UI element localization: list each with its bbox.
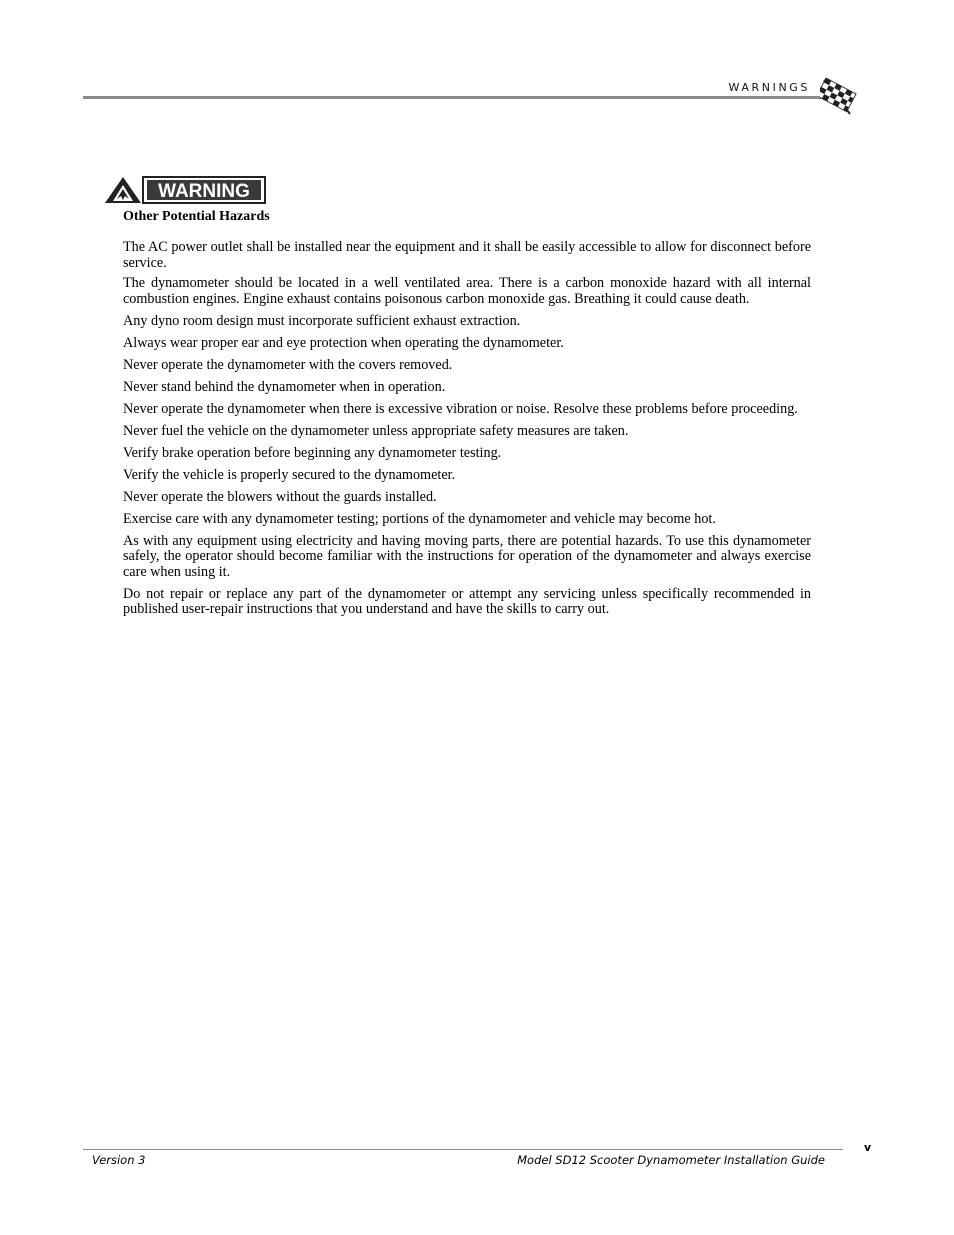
- hazard-paragraph: Do not repair or replace any part of the dynamometer or attempt any servicing unless specifically recommended in published user-repair instructions that you understand and have the skills to carry out.: [123, 585, 811, 618]
- hazard-paragraph: The dynamometer should be located in a well ventilated area. There is a carbon monoxide hazard with all internal combustion engines. Engine exhaust contains poisonous carbon monoxide gas. Breathing it could cause death.: [123, 275, 811, 307]
- footer-rule: [83, 1149, 843, 1150]
- hazard-paragraph: Never operate the dynamometer when there is excessive vibration or noise. Resolve these problems before proceeding.: [123, 400, 798, 417]
- hazard-paragraph: Never operate the dynamometer with the covers removed.: [123, 356, 453, 373]
- header-rule: [83, 96, 823, 99]
- hazard-paragraph: As with any equipment using electricity and having moving parts, there are potential hazards. To use this dynamometer safely, the operator should become familiar with the instructions for operation of the dynamometer and always exercise care when using it.: [123, 532, 811, 580]
- warning-hazard-icon: [103, 175, 267, 205]
- page-number: v: [864, 1141, 872, 1154]
- hazard-paragraph: Verify the vehicle is properly secured to the dynamometer.: [123, 466, 456, 483]
- checkered-flag-icon: [820, 74, 866, 116]
- header-section-label: WARNINGS: [728, 81, 810, 94]
- hazard-list: [123, 240, 811, 624]
- hazard-paragraph: Never operate the blowers without the guards installed.: [123, 488, 437, 505]
- footer-guide-title: Model SD12 Scooter Dynamometer Installation Guide: [517, 1153, 825, 1167]
- hazard-paragraph: Any dyno room design must incorporate sufficient exhaust extraction.: [123, 312, 521, 329]
- footer-version: Version 3: [92, 1153, 146, 1167]
- section-title: Other Potential Hazards: [123, 209, 270, 224]
- hazard-paragraph: Verify brake operation before beginning any dynamometer testing.: [123, 444, 502, 461]
- hazard-paragraph: Exercise care with any dynamometer testing; portions of the dynamometer and vehicle may become hot.: [123, 510, 716, 527]
- hazard-paragraph: The AC power outlet shall be installed near the equipment and it shall be easily accessible to allow for disconnect before service.: [123, 239, 811, 271]
- warning-badge: [103, 175, 267, 205]
- hazard-paragraph: Never stand behind the dynamometer when in operation.: [123, 378, 446, 395]
- hazard-paragraph: Always wear proper ear and eye protection when operating the dynamometer.: [123, 334, 564, 351]
- hazard-paragraph: Never fuel the vehicle on the dynamometer unless appropriate safety measures are taken.: [123, 422, 629, 439]
- warning-badge-label: WARNING: [158, 181, 250, 202]
